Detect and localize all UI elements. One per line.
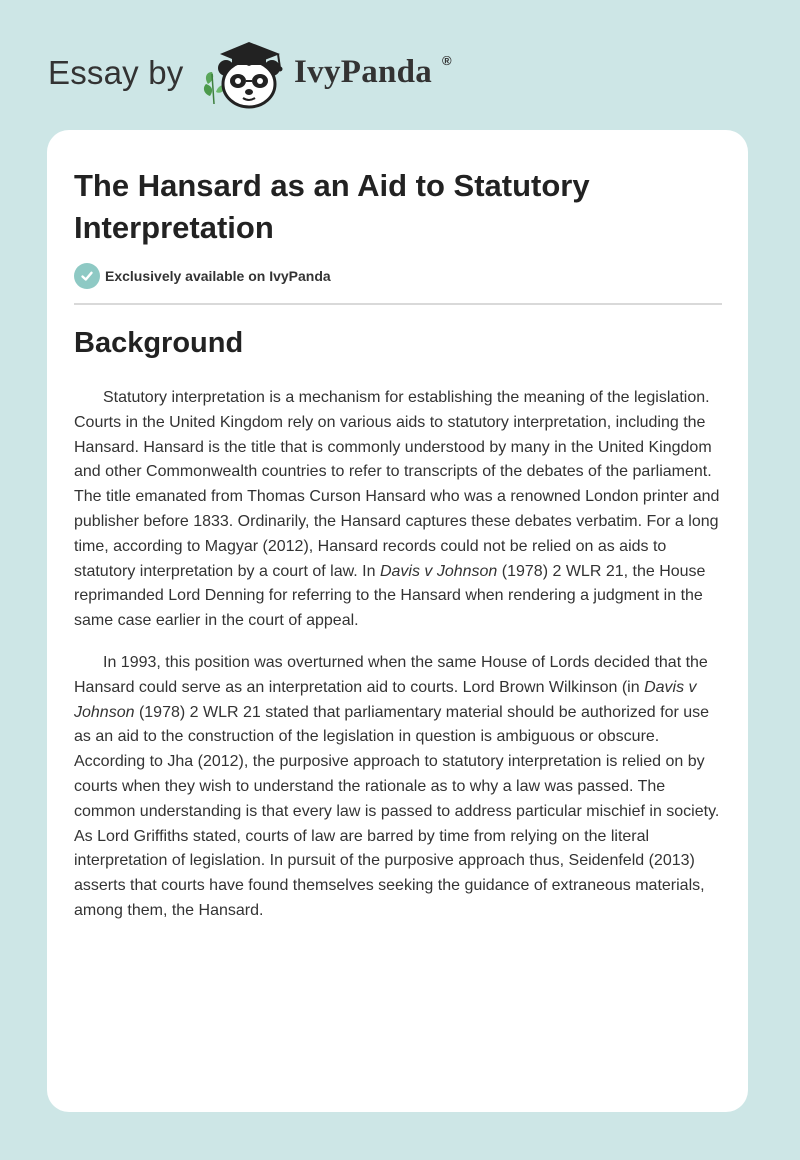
- panda-logo-icon: [202, 34, 292, 110]
- paragraph: Statutory interpretation is a mechanism for establishing the meaning of the legislation. Courts in the United Kingdom rely on various aids to statutory interpretation, including the Hansard. Hansard is the title that is commonly understood by many in the United Kingdom and other Commonwealth countries to refer to transcripts of the debates of the parliament. The title emanated from Thomas Curson Hansard who was a renowned London printer and publisher before 1833. Ordinarily, the Hansard captures these debates verbatim. For a long time, according to Magyar (2012), Hansard records could not be relied on as aids to statutory interpretation by a court of law. In Davis v Johnson (1978) 2 WLR 21, the House reprimanded Lord Denning for referring to the Hansard when rendering a judgment in the same case earlier in the court of appeal.: [74, 389, 720, 630]
- brand-name: IvyPanda: [294, 54, 433, 90]
- brand-header[interactable]: [48, 34, 468, 114]
- divider: [74, 303, 722, 305]
- brand-prefix: Essay by: [48, 54, 184, 91]
- page-title: The Hansard as an Aid to Statutory Interpretation: [74, 168, 590, 245]
- article-body: [74, 386, 726, 941]
- exclusive-badge: [74, 263, 331, 289]
- check-circle-icon: [74, 263, 100, 289]
- essay-card: [47, 130, 748, 1112]
- badge-label: Exclusively available on IvyPanda: [105, 268, 331, 284]
- section-heading: Background: [74, 327, 244, 359]
- case-name: Davis v Johnson: [379, 562, 498, 580]
- paragraph: In 1993, this position was overturned when the same House of Lords decided that the Hansard could serve as an interpretation aid to courts. Lord Brown Wilkinson (in Davis v Johnson (1978) 2 WLR 21 stated that parliamentary material should be authorized for use as an aid to the construction of the legislation in question is ambiguous or obscure. According to Jha (2012), the purposive approach to statutory interpretation is relied on by courts when they wish to understand the rationale as to why a law was passed. The common understanding is that every law is passed to address particular mischief in society. As Lord Griffiths stated, courts of law are barred by time from relying on the literal interpretation of legislation. In pursuit of the purposive approach thus, Seidenfeld (2013) asserts that courts have found themselves seeking the guidance of extraneous materials, among them, the Hansard.: [74, 653, 720, 919]
- registered-mark: ®: [442, 53, 452, 68]
- case-name: Davis v Johnson: [74, 678, 697, 721]
